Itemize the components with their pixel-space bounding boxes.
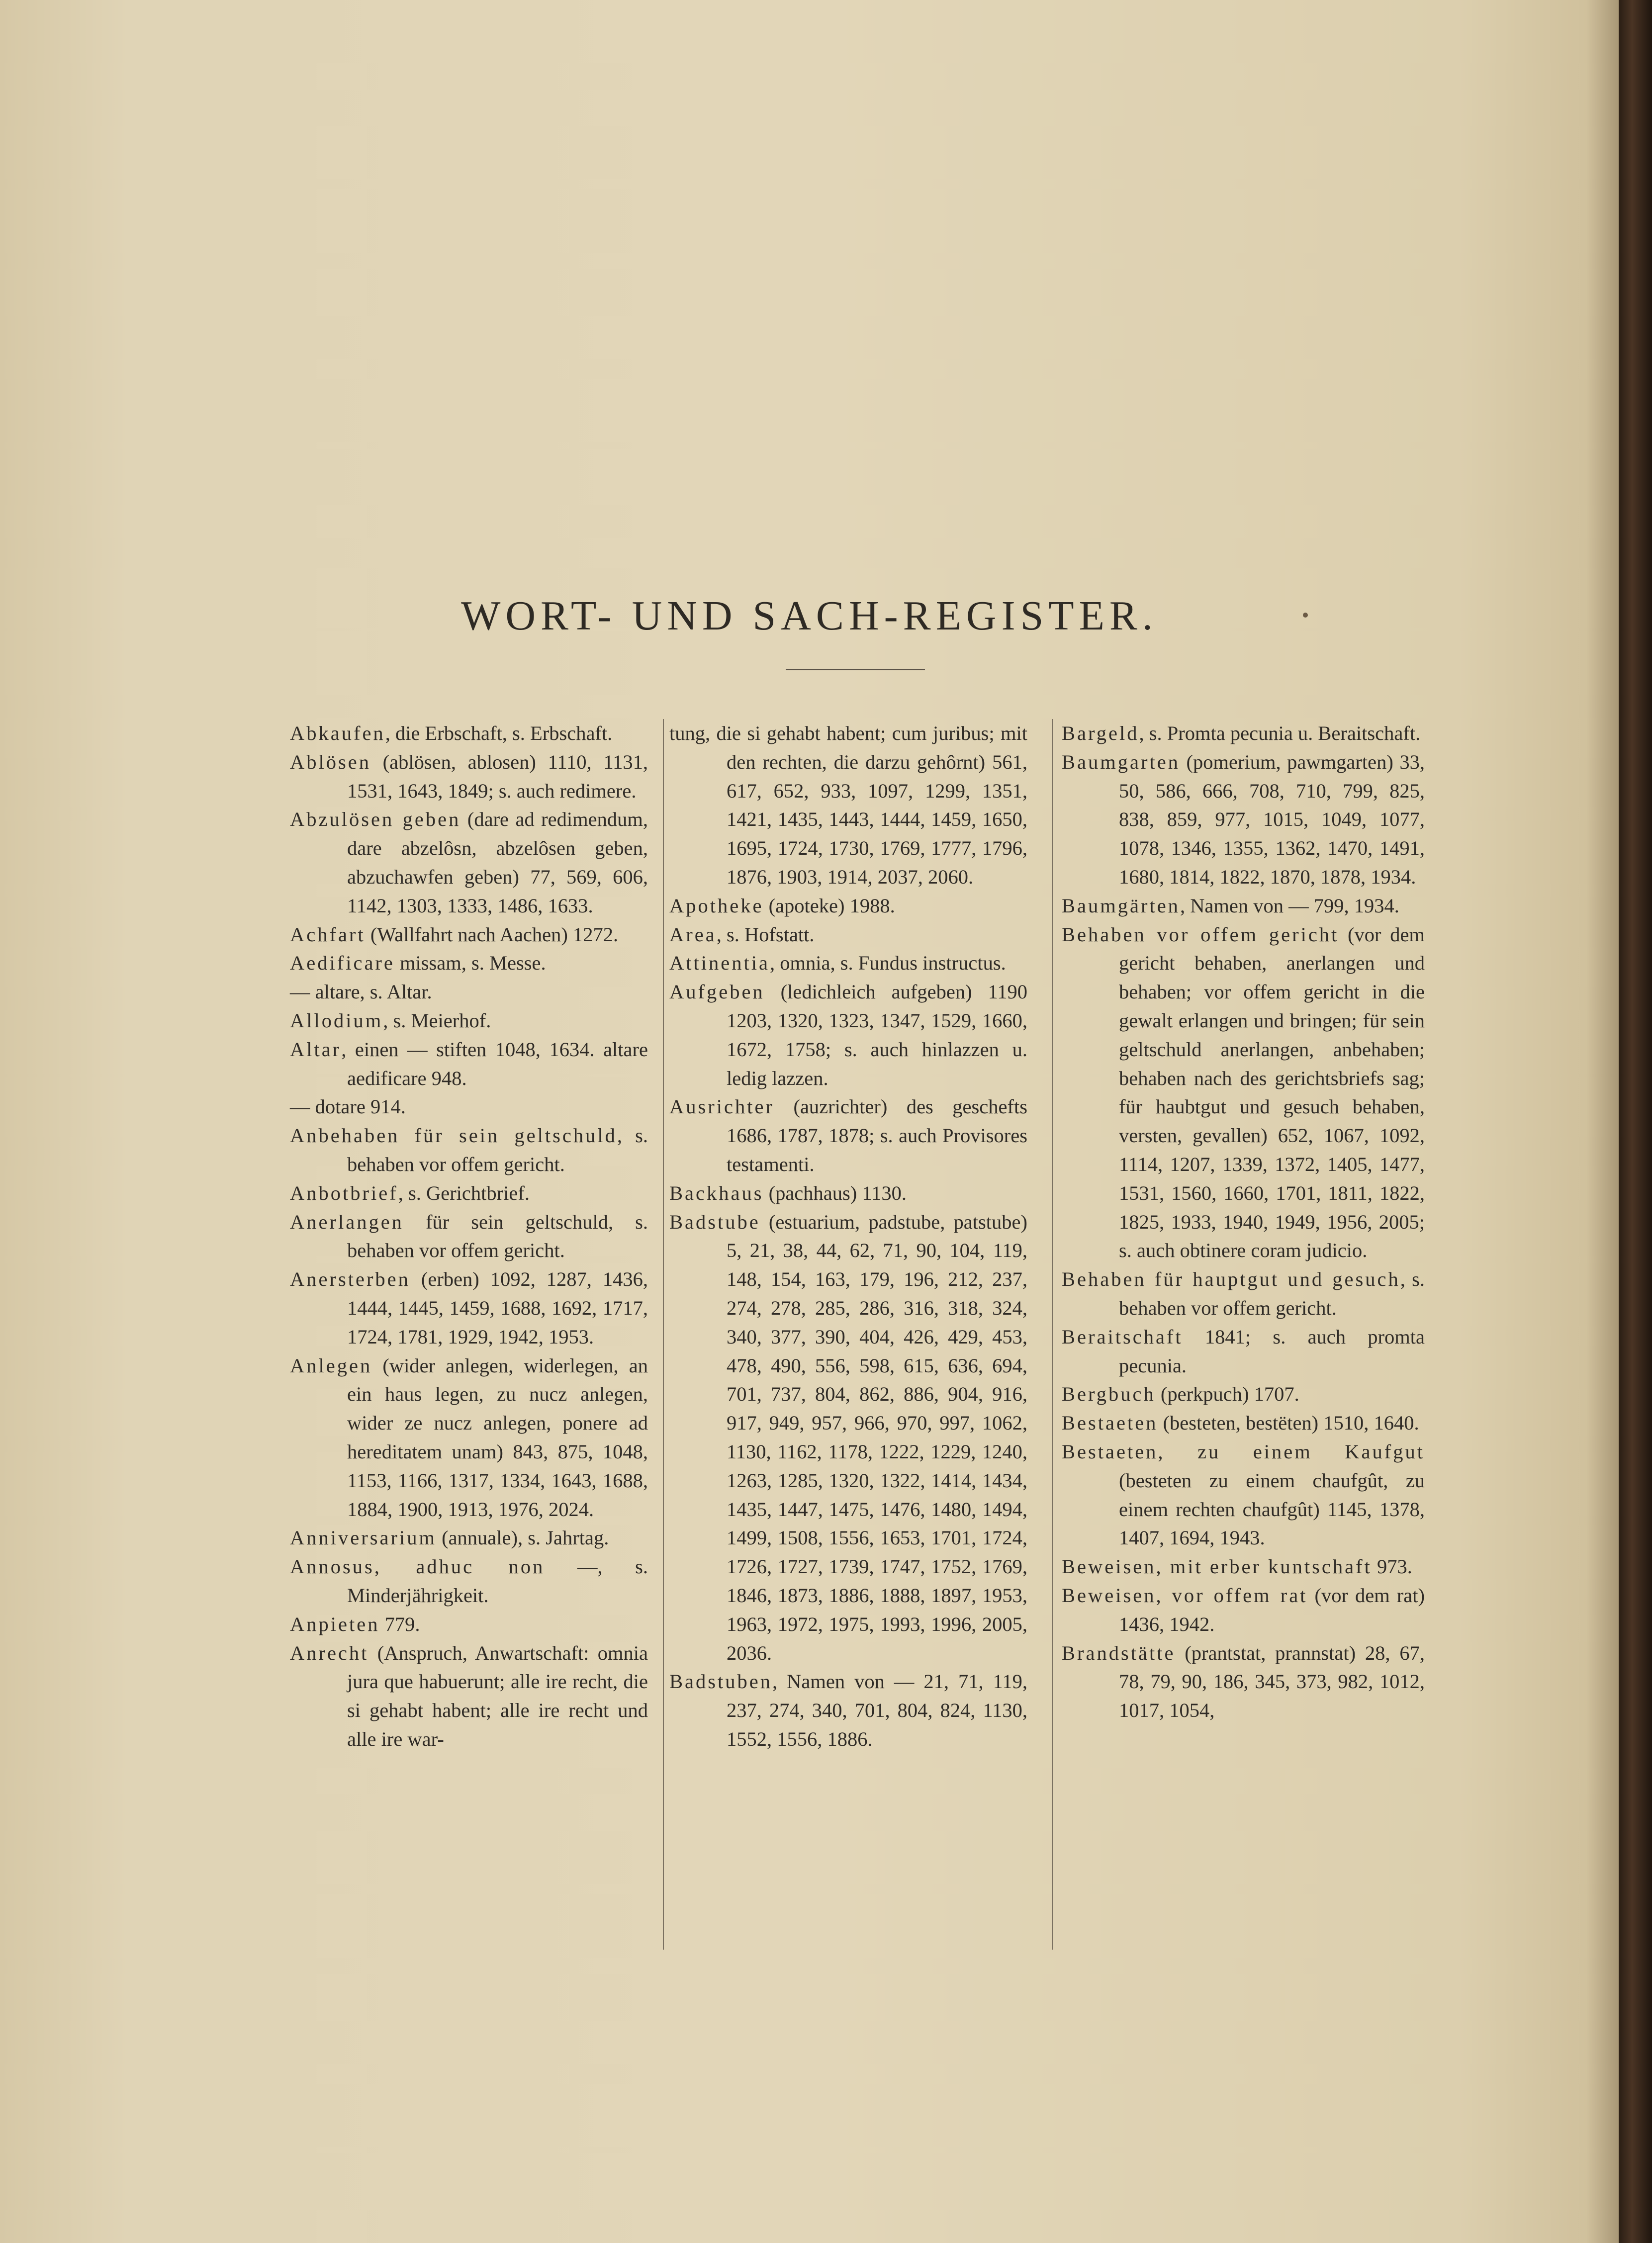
entry-headword: Baumgarten <box>1062 750 1180 773</box>
index-entry <box>290 1610 648 1639</box>
index-entry <box>1062 1380 1425 1409</box>
entry-headword: Anpieten <box>290 1613 380 1635</box>
entry-text: , s. Promta pecunia u. Beraitschaft. <box>1139 722 1421 744</box>
index-column-1 <box>290 719 648 1754</box>
index-entry <box>669 892 1027 920</box>
entry-headword: Anniversarium <box>290 1526 437 1549</box>
entry-text: tung, die si gehabt habent; cum juribus; mit den rechten, die darzu gehôrnt) 561, 617, 652, 933, 1097, 1299, 1351, 1421, 1435, 1443, 1444, 1459, 1650, 1695, 1724, 1730, 1769, 1777, 1796, 1876, 1903, 1914, 2037, 2060. <box>669 722 1027 888</box>
entry-headword: Anerlangen <box>290 1210 404 1233</box>
index-entry <box>669 949 1027 978</box>
index-entry <box>1062 920 1425 1265</box>
entry-headword: Anersterben <box>290 1268 410 1291</box>
index-entry <box>669 719 1027 892</box>
index-entry <box>290 1035 648 1093</box>
entry-headword: Beweisen, mit erber kuntschaft <box>1062 1555 1372 1578</box>
entry-headword: Beweisen, vor offem rat <box>1062 1584 1308 1607</box>
entry-headword: Badstuben <box>669 1670 772 1693</box>
index-entry <box>290 1121 648 1179</box>
index-entry <box>1062 1581 1425 1639</box>
index-entry <box>290 1552 648 1610</box>
index-entry <box>1062 1323 1425 1380</box>
index-entry <box>290 978 648 1006</box>
entry-text: , Namen von — 21, 71, 119, 237, 274, 340, 701, 804, 824, 1130, 1552, 1556, 1886. <box>727 1670 1027 1750</box>
entry-headword: Baumgärten <box>1062 894 1180 917</box>
entry-text: (besteten zu einem chaufgût, zu einem rechten chaufgût) 1145, 1378, 1407, 1694, 1943. <box>1119 1469 1425 1549</box>
entry-text: , einen — stiften 1048, 1634. altare aedificare 948. <box>341 1038 648 1089</box>
entry-headword: Aufgeben <box>669 981 765 1003</box>
entry-headword: Bergbuch <box>1062 1383 1156 1406</box>
index-entry <box>290 748 648 806</box>
index-entry <box>669 1208 1027 1668</box>
entry-text: (apoteke) 1988. <box>763 894 895 917</box>
column-divider <box>663 719 664 1950</box>
entry-headword: Attinentia <box>669 952 770 975</box>
entry-headword: Altar <box>290 1038 342 1061</box>
entry-headword: Ablösen <box>290 750 371 773</box>
book-spine <box>1619 0 1652 2243</box>
entry-headword: Badstube <box>669 1210 760 1233</box>
entry-text: (perkpuch) 1707. <box>1155 1383 1299 1406</box>
entry-headword: Anlegen <box>290 1354 372 1377</box>
entry-text: , s. Hofstatt. <box>716 923 815 946</box>
index-entry <box>290 1179 648 1208</box>
index-entry <box>290 1092 648 1121</box>
index-entry <box>290 805 648 920</box>
entry-text: —, s. Minderjährigkeit. <box>347 1555 648 1607</box>
entry-text: , die Erbschaft, s. Erbschaft. <box>385 722 613 744</box>
entry-text: (besteten, bestëten) 1510, 1640. <box>1158 1412 1419 1435</box>
index-entry <box>290 949 648 978</box>
entry-text: — dotare 914. <box>290 1095 406 1118</box>
entry-text: (annuale), s. Jahrtag. <box>436 1526 609 1549</box>
entry-text: (dare ad redimendum, dare abzelôsn, abzelôsen geben, abzuchawfen geben) 77, 569, 606, 1142, 1303, 1333, 1486, 1633. <box>347 808 648 917</box>
entry-text: , s. Meierhof. <box>383 1009 491 1032</box>
entry-text: (ablösen, ablosen) 1110, 1131, 1531, 1643, 1849; s. auch redimere. <box>347 750 648 802</box>
index-column-2 <box>669 719 1027 1754</box>
index-entry <box>290 1639 648 1754</box>
entry-headword: Bestaeten, zu einem Kaufgut <box>1062 1440 1425 1463</box>
entry-headword: Bargeld <box>1062 722 1139 744</box>
index-entry <box>669 1179 1027 1208</box>
entry-headword: Allodium <box>290 1009 383 1032</box>
entry-text: (ledichleich aufgeben) 1190 1203, 1320, 1323, 1347, 1529, 1660, 1672, 1758; s. auch hinlazzen u. ledig lazzen. <box>727 981 1027 1089</box>
index-entry <box>1062 1639 1425 1725</box>
title-rule <box>786 669 925 670</box>
entry-text: (pomerium, pawmgarten) 33, 50, 586, 666, 708, 710, 799, 825, 838, 859, 977, 1015, 1049, 1077, 1078, 1346, 1355, 1362, 1470, 1491, 1680, 1814, 1822, 1870, 1878, 1934. <box>1119 750 1425 888</box>
register-title: WORT- UND SACH-REGISTER. <box>461 593 1158 639</box>
entry-text: , omnia, s. Fundus instructus. <box>769 952 1006 975</box>
entry-headword: Achfart <box>290 923 366 946</box>
column-divider <box>1052 719 1053 1950</box>
index-entry <box>1062 892 1425 920</box>
entry-text: für sein geltschuld, s. behaben vor offem gericht. <box>347 1210 648 1262</box>
index-entry <box>1062 748 1425 892</box>
entry-text: missam, s. Messe. <box>394 952 546 975</box>
entry-headword: Annosus, adhuc non <box>290 1555 545 1578</box>
entry-text: (vor dem gericht behaben, anerlangen und behaben; vor offem gericht in die gewalt erlangen und bringen; für sein geltschuld anerlangen, anbehaben; behaben nach des gerichtsbriefs sag; für haubtgut und gesuch behaben, versten, gevallen) 652, 1067, 1092, 1114, 1207, 1339, 1372, 1405, 1477, 1531, 1560, 1660, 1701, 1811, 1822, 1825, 1933, 1940, 1949, 1956, 2005; s. auch obtinere coram judicio. <box>1119 923 1425 1262</box>
entry-headword: Abzulösen geben <box>290 808 461 831</box>
entry-text: 779. <box>379 1613 420 1635</box>
entry-text: (prantstat, prannstat) 28, 67, 78, 79, 90, 186, 345, 373, 982, 1012, 1017, 1054, <box>1119 1641 1425 1722</box>
entry-text: (wider anlegen, widerlegen, an ein haus legen, zu nucz anlegen, wider ze nucz anlegen, ponere ad hereditatem unam) 843, 875, 1048, 1153, 1166, 1317, 1334, 1643, 1688, 1884, 1900, 1913, 1976, 2024. <box>347 1354 648 1521</box>
index-entry <box>290 1351 648 1524</box>
index-entry <box>669 1092 1027 1178</box>
index-entry <box>669 1667 1027 1753</box>
entry-text: (erben) 1092, 1287, 1436, 1444, 1445, 1459, 1688, 1692, 1717, 1724, 1781, 1929, 1942, 1953. <box>347 1268 648 1348</box>
entry-text: , Namen von — 799, 1934. <box>1180 894 1399 917</box>
entry-headword: Aedificare <box>290 952 395 975</box>
entry-headword: Ausrichter <box>669 1095 774 1118</box>
entry-headword: Abkaufen <box>290 722 385 744</box>
index-entry <box>290 920 648 949</box>
index-entry <box>669 978 1027 1092</box>
index-column-3 <box>1062 719 1425 1725</box>
index-entry <box>1062 1552 1425 1581</box>
ink-speck <box>1303 613 1308 618</box>
entry-text: — altare, s. Altar. <box>290 981 432 1003</box>
index-entry <box>290 1265 648 1351</box>
entry-text: (Anspruch, Anwartschaft: omnia jura que habuerunt; alle ire recht, die si gehabt habent; alle ire recht und alle ire war- <box>347 1641 648 1750</box>
index-entry <box>1062 1409 1425 1437</box>
entry-text: (estuarium, padstube, patstube) 5, 21, 38, 44, 62, 71, 90, 104, 119, 148, 154, 163, 179, 196, 212, 237, 274, 278, 285, 286, 316, 318, 324, 340, 377, 390, 404, 426, 429, 453, 478, 490, 556, 598, 615, 636, 694, 701, 737, 804, 862, 886, 904, 916, 917, 949, 957, 966, 970, 997, 1062, 1130, 1162, 1178, 1222, 1229, 1240, 1263, 1285, 1320, 1322, 1414, 1434, 1435, 1447, 1475, 1476, 1480, 1494, 1499, 1508, 1556, 1653, 1701, 1724, 1726, 1727, 1739, 1747, 1752, 1769, 1846, 1873, 1886, 1888, 1897, 1953, 1963, 1972, 1975, 1993, 1996, 2005, 2036. <box>727 1210 1027 1664</box>
entry-headword: Brandstätte <box>1062 1641 1176 1664</box>
index-entry <box>1062 719 1425 748</box>
entry-headword: Behaben für hauptgut und gesuch <box>1062 1268 1400 1291</box>
page-shadow <box>1586 0 1619 2243</box>
entry-headword: Apotheke <box>669 894 764 917</box>
index-entry <box>290 1006 648 1035</box>
entry-text: , s. behaben vor offem gericht. <box>347 1124 648 1175</box>
index-entry <box>290 1524 648 1552</box>
entry-headword: Area <box>669 923 717 946</box>
index-entry <box>290 719 648 748</box>
entry-text: (Wallfahrt nach Aachen) 1272. <box>365 923 619 946</box>
entry-headword: Beraitschaft <box>1062 1325 1183 1348</box>
entry-headword: Anbehaben für sein geltschuld <box>290 1124 617 1147</box>
entry-headword: Bestaeten <box>1062 1412 1158 1435</box>
entry-text: 1841; s. auch promta pecunia. <box>1119 1325 1425 1377</box>
entry-text: (pachhaus) 1130. <box>763 1181 907 1204</box>
index-entry <box>290 1208 648 1265</box>
entry-text: , s. Gerichtbrief. <box>398 1181 530 1204</box>
index-entry <box>669 920 1027 949</box>
entry-text: (vor dem rat) 1436, 1942. <box>1119 1584 1425 1635</box>
entry-text: 973. <box>1372 1555 1412 1578</box>
entry-text: (auzrichter) des geschefts 1686, 1787, 1878; s. auch Provisores testamenti. <box>727 1095 1027 1175</box>
entry-headword: Behaben vor offem gericht <box>1062 923 1339 946</box>
index-entry <box>1062 1265 1425 1323</box>
entry-headword: Backhaus <box>669 1181 764 1204</box>
entry-text: , s. behaben vor offem gericht. <box>1119 1268 1425 1319</box>
entry-headword: Anbotbrief <box>290 1181 398 1204</box>
entry-headword: Anrecht <box>290 1641 369 1664</box>
index-entry <box>1062 1437 1425 1552</box>
